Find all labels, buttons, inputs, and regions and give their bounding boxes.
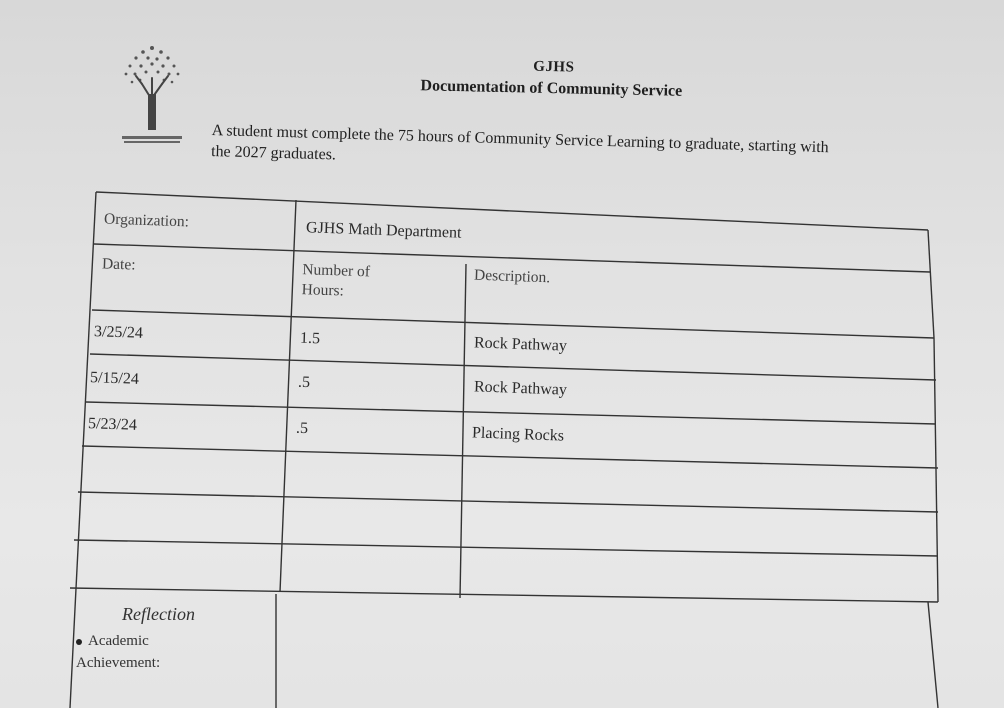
reflection-item-academic <box>76 630 206 674</box>
organization-value: GJHS Math Department <box>305 219 462 242</box>
description-column-header: Description. <box>473 266 551 287</box>
organization-label: Organization: <box>103 210 190 231</box>
row-hours: 1.5 <box>299 329 321 348</box>
requirement-notice: A student must complete the 75 hours of Community Service Learning to graduate, starting with the 2027 graduates. <box>210 121 829 164</box>
row-description: Rock Pathway <box>473 378 568 399</box>
row-description: Rock Pathway <box>473 334 568 355</box>
reflection-item-label: Academic Achievement: <box>76 633 161 671</box>
document-title: Documentation of Community Service <box>420 77 683 100</box>
row-date: 5/15/24 <box>89 369 140 388</box>
row-description: Placing Rocks <box>471 424 565 445</box>
hours-column-header: Number of Hours: <box>301 261 371 300</box>
row-date: 3/25/24 <box>93 323 144 342</box>
row-hours: .5 <box>297 373 311 392</box>
date-column-header: Date: <box>101 255 136 274</box>
row-date: 5/23/24 <box>87 415 138 434</box>
school-name: GJHS <box>533 58 575 76</box>
bullet-icon <box>76 639 82 645</box>
reflection-title: Reflection <box>122 604 195 624</box>
row-hours: .5 <box>295 419 309 438</box>
